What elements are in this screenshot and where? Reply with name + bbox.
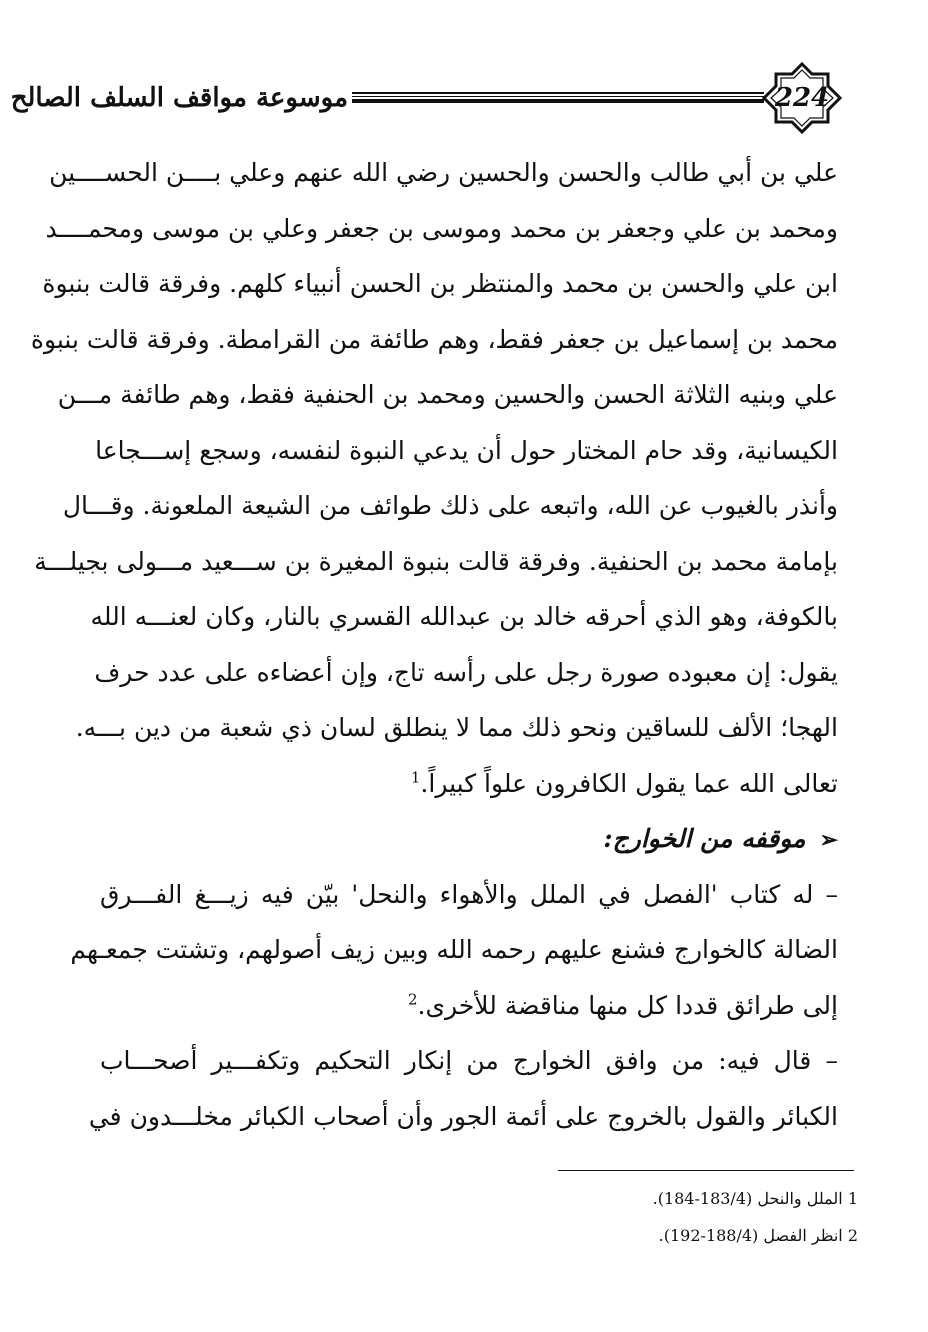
text-line: ومحمد بن علي وجعفر بن محمد وموسى بن جعفر وعلي بن موسى ومحمــــد — [45, 213, 838, 243]
text-line: الضالة كالخوارج فشنع عليهم رحمه الله وبين زيف أصولهم، وتشتت جمعـهم — [70, 935, 838, 964]
section-heading-text: موقفه من الخوارج: — [603, 824, 806, 853]
text-line: علي بن أبي طالب والحسن والحسين رضي الله عنهم وعلي بــــن الحســــين — [49, 158, 838, 187]
page-number: 224 — [774, 83, 830, 113]
footnote: 2 انظر الفصل (188/4-192). — [658, 1226, 858, 1245]
closing-text: إلى طرائق قددا كل منها مناقضة للأخرى. — [417, 990, 838, 1020]
header-rule — [352, 92, 764, 103]
page-number-badge — [762, 62, 842, 134]
page-header — [10, 62, 842, 148]
closing-text: تعالى الله عما يقول الكافرون علواً كبيراً. — [420, 768, 838, 798]
footnotes — [540, 1180, 858, 1254]
text-line: الكبائر والقول بالخروج على أئمة الجور وأن أصحاب الكبائر مخلـــدون في — [88, 1101, 838, 1131]
text-line: بالكوفة، وهو الذي أحرقه خالد بن عبدالله القسري بالنار، وكان لعنـــه الله — [90, 602, 838, 631]
section-heading — [100, 811, 838, 867]
book-title: موسوعة مواقف السلف الصالح — [10, 83, 348, 113]
footnote-ref[interactable]: 2 — [407, 990, 418, 1009]
text-line: الكيسانية، وقد حام المختار حول أن يدعي النبوة لنفسه، وسجع إســـجاعا — [95, 435, 838, 465]
text-line: يقول: إن معبوده صورة رجل على رأسه تاج، وإن أعضاءه على عدد حرف — [94, 657, 838, 687]
text-line: علي وبنيه الثلاثة الحسن والحسين ومحمد بن الحنفية فقط، وهم طائفة مـــن — [57, 380, 838, 409]
text-line-closing — [100, 756, 838, 812]
text-line: – له كتاب 'الفصل في الملل والأهواء والنحل' بيّن فيه زيـــغ الفـــرق — [100, 879, 838, 909]
text-line-closing — [100, 978, 838, 1034]
text-line: وأنذر بالغيوب عن الله، واتبعه على ذلك طوائف من الشيعة الملعونة. وقـــال — [62, 491, 838, 520]
text-line: – قال فيه: من وافق الخوارج من إنكار التحكيم وتكفـــير أصحـــاب — [100, 1046, 838, 1075]
footnote: 1 الملل والنحل (183/4-184). — [652, 1189, 858, 1208]
text-line: بإمامة محمد بن الحنفية. وفرقة قالت بنبوة المغيرة بن ســـعيد مـــولى بجيلـــة — [34, 546, 838, 576]
footnote-rule — [558, 1170, 854, 1171]
arrow-bullet-icon: ➢ — [819, 827, 838, 853]
main-text — [30, 145, 838, 1144]
text-line: الهجا؛ الألف للساقين ونحو ذلك مما لا ينطلق لسان ذي شعبة من دين بـــه. — [75, 713, 838, 742]
text-line: محمد بن إسماعيل بن جعفر فقط، وهم طائفة من القرامطة. وفرقة قالت بنبوة — [30, 324, 838, 354]
text-line: ابن علي والحسن بن محمد والمنتظر بن الحسن أنبياء كلهم. وفرقة قالت بنبوة — [42, 269, 838, 298]
footnote-ref[interactable]: 1 — [410, 768, 421, 787]
